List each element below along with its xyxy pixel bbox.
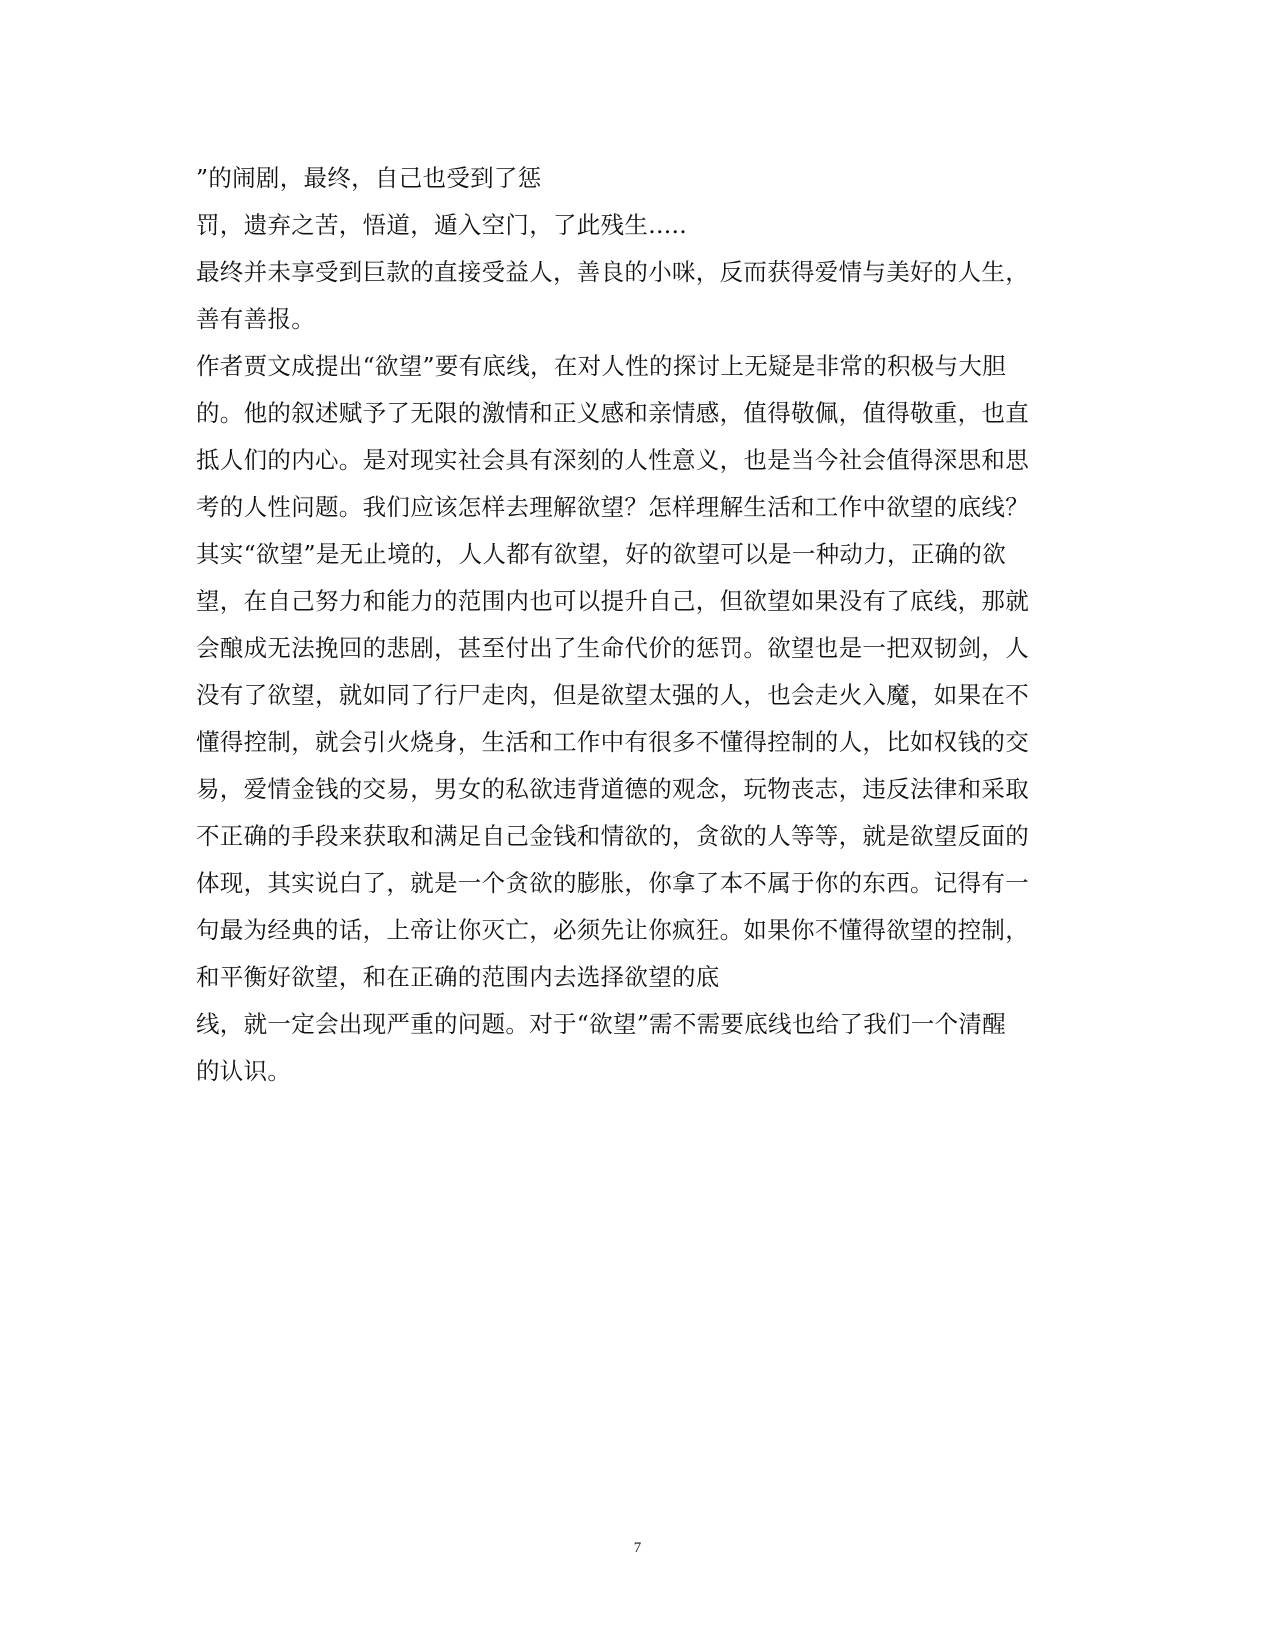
text-line: 的认识。	[196, 1057, 292, 1085]
text-line: 最终并未享受到巨款的直接受益人，善良的小咪，反而获得爱情与美好的人生，	[196, 258, 1029, 286]
text-line: 其实“欲望”是无止境的，人人都有欲望，好的欲望可以是一种动力，正确的欲	[196, 540, 1007, 568]
text-line: 善有善报。	[196, 305, 315, 333]
text-line: 体现，其实说白了，就是一个贪欲的膨胀，你拿了本不属于你的东西。记得有一	[196, 869, 1029, 897]
body-text	[196, 155, 1076, 1095]
text-line: 望，在自己努力和能力的范围内也可以提升自己，但欲望如果没有了底线，那就	[196, 587, 1029, 615]
text-line: 罚，遗弃之苦，悟道，遁入空门，了此残生.....	[196, 211, 688, 239]
text-line: 懂得控制，就会引火烧身，生活和工作中有很多不懂得控制的人，比如权钱的交	[196, 728, 1029, 756]
text-line: 没有了欲望，就如同了行尸走肉，但是欲望太强的人，也会走火入魔，如果在不	[196, 681, 1029, 709]
text-line: 考的人性问题。我们应该怎样去理解欲望？怎样理解生活和工作中欲望的底线？	[196, 493, 1029, 521]
text-line: 会酿成无法挽回的悲剧，甚至付出了生命代价的惩罚。欲望也是一把双韧剑，人	[196, 634, 1029, 662]
text-line: 的。他的叙述赋予了无限的激情和正义感和亲情感，值得敬佩，值得敬重，也直	[196, 399, 1029, 427]
page-number: 7	[633, 1540, 642, 1556]
text-line: 句最为经典的话，上帝让你灭亡，必须先让你疯狂。如果你不懂得欲望的控制，	[196, 916, 1029, 944]
text-line: 不正确的手段来获取和满足自己金钱和情欲的，贪欲的人等等，就是欲望反面的	[196, 822, 1029, 850]
text-line: 易，爱情金钱的交易，男女的私欲违背道德的观念，玩物丧志，违反法律和采取	[196, 775, 1029, 803]
text-line: 线，就一定会出现严重的问题。对于“欲望”需不需要底线也给了我们一个清醒	[196, 1010, 1007, 1038]
text-line: 抵人们的内心。是对现实社会具有深刻的人性意义，也是当今社会值得深思和思	[196, 446, 1029, 474]
text-line: 作者贾文成提出“欲望”要有底线，在对人性的探讨上无疑是非常的积极与大胆	[196, 352, 1007, 380]
text-line: ”的闹剧，最终，自己也受到了惩	[196, 164, 542, 192]
text-line: 和平衡好欲望，和在正确的范围内去选择欲望的底	[196, 963, 720, 991]
